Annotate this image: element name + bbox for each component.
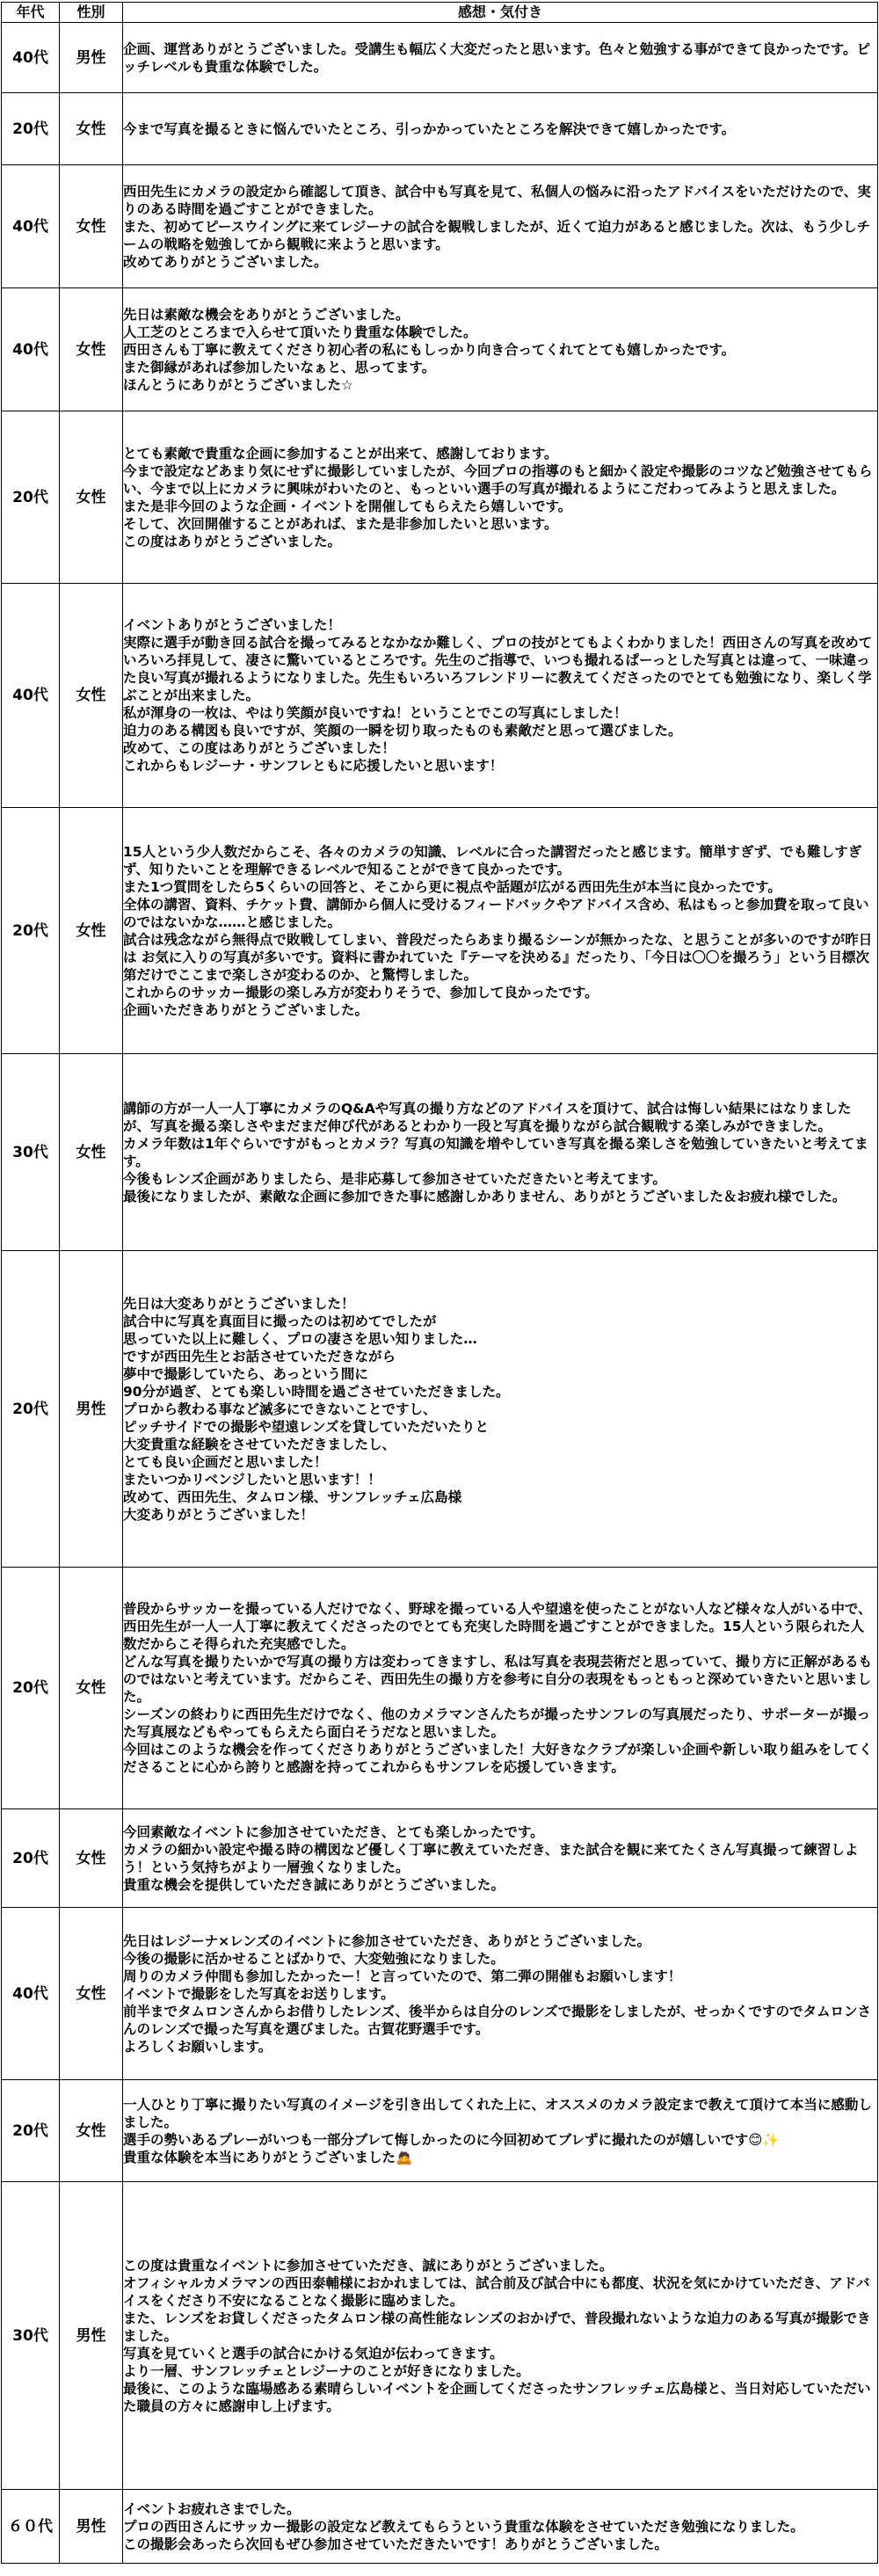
gender-cell: 女性 <box>60 165 123 288</box>
comment-cell <box>123 2182 878 2490</box>
gender-cell: 女性 <box>60 411 123 584</box>
comment-text: 先日はレジーナ×レンズのイベントに参加させていただき、ありがとうございました。 今後の撮影に活かせることばかりで、大変勉強になりました。 周りのカメラ仲間も参加したかったー！と言っていたので、第二弾の開催もお願いします！ イベントで撮影をした写真をお送りします。 前半までタムロンさんからお借りしたレンズ、後半からは自分のレンズで撮影をしましたが、せっかくですのでタムロンさんのレンズで撮った写真を選びました。古賀花野選手です。 よろしくお願いします。 <box>123 1932 871 2055</box>
comment-cell <box>123 2490 878 2564</box>
gender-cell: 男性 <box>60 2182 123 2490</box>
comment-cell <box>123 411 878 584</box>
age-cell: 40代 <box>2 165 60 288</box>
age-cell: 30代 <box>2 2182 60 2490</box>
comment-text: 普段からサッカーを撮っている人だけでなく、野球を撮っている人や望遠を使ったことがない人など様々な人がいる中で、西田先生が一人一人丁寧に教えてくださったのでとても充実した時間を過ごすことができました。15人という限られた人数だからこそ得られた充実感でした。 どんな写真を撮りたいかで写真の撮り方は変わってきますし、私は写真を表現芸術だと思っていて、撮り方に正解があるものではないと考えています。だからこそ、西田先生の撮り方を参考に自分の表現をもっともっと深めていきたいと思いました。 シーズンの終わりに西田先生だけでなく、他のカメラマンさんたちが撮ったサンフレの写真展だったり、サポーターが撮った写真展などもやってもらえたら面白そうだなと思いました。 今回はこのような機会を作ってくださりありがとうございました！大好きなクラブが楽しい企画や新しい取り組みをしてくださることに心から誇りと感謝を持ってこれからもサンフレを応援していきます。 <box>123 1601 873 1775</box>
gender-cell: 女性 <box>60 1054 123 1251</box>
table-row <box>2 23 878 93</box>
comment-cell <box>123 288 878 411</box>
header-age: 年代 <box>2 3 60 23</box>
comment-text: 講師の方が一人一人丁寧にカメラのQ&Aや写真の撮り方などのアドバイスを頂けて、試合は悔しい結果にはなりましたが、写真を撮る楽しさやまだまだ伸び代があるとわかり一段と写真を撮りながら試合観戦する楽しみができました。 カメラ年数は1年ぐらいですがもっとカメラ？写真の知識を増やしていき写真を撮る楽しさを勉強していきたいと考えてます。 今後もレンズ企画がありましたら、是非応募して参加させていただきたいと考えてます。 最後になりましたが、素敵な企画に参加できた事に感謝しかありません、ありがとうございました＆お疲れ様でした。 <box>123 1100 868 1204</box>
table-row <box>2 584 878 808</box>
table-row <box>2 1054 878 1251</box>
comment-cell <box>123 1054 878 1251</box>
gender-cell: 女性 <box>60 808 123 1054</box>
age-cell: 20代 <box>2 93 60 165</box>
comment-text: 企画、運営ありがとうございました。受講生も幅広く大変だったと思います。色々と勉強する事ができて良かったです。ピッチレベルも貴重な体験でした。 <box>123 40 871 75</box>
age-cell: 20代 <box>2 411 60 584</box>
comment-cell <box>123 584 878 808</box>
comment-text: とても素敵で貴重な企画に参加することが出来て、感謝しております。 今まで設定などあまり気にせずに撮影していましたが、今回プロの指導のもと細かく設定や撮影のコツなど勉強させてもらい、今まで以上にカメラに興味がわいたのと、もっといい選手の写真が撮れるようにこだわってみようと思えました。 また是非今回のような企画・イベントを開催してもらえたら嬉しいです。 そして、次回開催することがあれば、また是非参加したいと思います。 この度はありがとうございました。 <box>123 445 873 549</box>
gender-cell: 女性 <box>60 93 123 165</box>
comment-cell <box>123 1809 878 1908</box>
comment-cell <box>123 2080 878 2182</box>
age-cell: 30代 <box>2 1054 60 1251</box>
comment-cell <box>123 165 878 288</box>
table-row <box>2 2182 878 2490</box>
header-row <box>2 3 878 23</box>
gender-cell: 男性 <box>60 23 123 93</box>
header-comment: 感想・気付き <box>123 3 878 23</box>
comment-cell <box>123 1251 878 1568</box>
comment-text: イベントありがとうございました！ 実際に選手が動き回る試合を撮ってみるとなかなか難しく、プロの技がとてもよくわかりました！西田さんの写真を改めていろいろ拝見して、凄さに驚いているところです。先生のご指導で、いつも撮れるぱーっとした写真とは違って、一味違った良い写真が撮れるようになりました。先生もいろいろフレンドリーに教えてくださったのでとても勉強になり、楽しく学ぶことが出来ました。 私が渾身の一枚は、やはり笑顔が良いですね！ということでこの写真にしました！ 迫力のある構図も良いですが、笑顔の一瞬を切り取ったものも素敵だと思って選びました。 改めて、この度はありがとうございました！ これからもレジーナ・サンフレともに応援したいと思います！ <box>123 617 873 774</box>
comment-cell <box>123 1568 878 1809</box>
gender-cell: 女性 <box>60 1908 123 2080</box>
age-cell: 40代 <box>2 584 60 808</box>
age-cell: 20代 <box>2 808 60 1054</box>
comment-text: 15人という少人数だからこそ、各々のカメラの知識、レベルに合った講習だったと感じます。簡単すぎず、でも難しすぎず、知りたいことを理解できるレベルで知ることができて良かったです。 また1つ質問をしたら5くらいの回答と、そこから更に視点や話題が広がる西田先生が本当に良かったです。 全体の講習、資料、チケット費、講師から個人に受けるフィードバックやアドバイス含め、私はもっと参加費を取って良いのではないかな……と感じました。 試合は残念ながら無得点で敗戦してしまい、普段だったらあまり撮るシーンが無かったな、と思うことが多いのですが昨日は お気に入りの写真が多いです。資料に書かれていた『テーマを決める』だったり、「今日は〇〇を撮ろう」という目標次第だけでここまで楽しさが変わるのか、と驚愕しました。 これからのサッカー撮影の楽しみ方が変わりそうで、参加して良かったです。 企画いただきありがとうございました。 <box>123 843 873 1018</box>
gender-cell: 女性 <box>60 1568 123 1809</box>
age-cell: 20代 <box>2 1568 60 1809</box>
comment-cell <box>123 23 878 93</box>
comment-cell <box>123 808 878 1054</box>
age-cell: ６０代 <box>2 2490 60 2564</box>
comment-text: 先日は素敵な機会をありがとうございました。 人工芝のところまで入らせて頂いたり貴重な体験でした。 西田さんも丁寧に教えてくださり初心者の私にもしっかり向き合ってくれてとても嬉しかったです。 また御縁があれば参加したいなぁと、思ってます。 ほんとうにありがとうございました☆ <box>123 306 736 393</box>
age-cell: 20代 <box>2 1809 60 1908</box>
table-row <box>2 1908 878 2080</box>
table-row <box>2 2080 878 2182</box>
gender-cell: 女性 <box>60 1809 123 1908</box>
table-row <box>2 1809 878 1908</box>
comment-text: 今まで写真を撮るときに悩んでいたところ、引っかかっていたところを解決できて嬉しかったです。 <box>123 120 736 137</box>
gender-cell: 女性 <box>60 288 123 411</box>
comment-text: 先日は大変ありがとうございました！ 試合中に写真を真面目に撮ったのは初めてでしたが 思っていた以上に難しく、プロの凄さを思い知りました… ですが西田先生とお話させていただきながら 夢中で撮影していたら、あっという間に 90分が過ぎ、とても楽しい時間を過ごさせていただきました。 プロから教わる事など滅多にできないことですし、 ピッチサイドでの撮影や望遠レンズを貸していただいたりと 大変貴重な経験をさせていただきましたし、 とても良い企画だと思いました！ またいつかリベンジしたいと思います！！ 改めて、西田先生、タムロン様、サンフレッチェ広島様 大変ありがとうございました！ <box>123 1295 510 1523</box>
gender-cell: 女性 <box>60 584 123 808</box>
age-cell: 20代 <box>2 1251 60 1568</box>
gender-cell: 男性 <box>60 1251 123 1568</box>
comment-text: イベントお疲れさまでした。 プロの西田さんにサッカー撮影の設定など教えてもらうという貴重な体験をさせていただき勉強になりました。 この撮影会あったら次回もぜひ参加させていただきたいです！ありがとうございました。 <box>123 2500 804 2552</box>
table-row <box>2 411 878 584</box>
comment-cell <box>123 93 878 165</box>
table-row <box>2 808 878 1054</box>
header-gender: 性別 <box>60 3 123 23</box>
comment-text: この度は貴重なイベントに参加させていただき、誠にありがとうございました。 オフィシャルカメラマンの西田泰輔様におかれましては、試合前及び試合中にも都度、状況を気にかけていただき、アドバイスをくださり不安になることなく撮影に臨めました。 また、レンズをお貸しくださったタムロン様の高性能なレンズのおかげで、普段撮れないような迫力のある写真が撮影できました。 写真を見ていくと選手の試合にかける気迫が伝わってきます。 より一層、サンフレッチェとレジーナのことが好きになりました。 最後に、このような臨場感ある素晴らしいイベントを企画してくださったサンフレッチェ広島様と、当日対応していただいた職員の方々に感謝申し上げます。 <box>123 2257 871 2414</box>
comment-cell <box>123 1908 878 2080</box>
survey-table <box>1 2 878 2564</box>
table-row <box>2 1568 878 1809</box>
table-row <box>2 2490 878 2564</box>
comment-text: 今回素敵なイベントに参加させていただき、とても楽しかったです。 カメラの細かい設定や撮る時の構図など優しく丁寧に教えていただき、また試合を観に来てたくさん写真撮って練習しよう！という気持ちがより一層強くなりました。 貴重な機会を提供していただき誠にありがとうございました。 <box>123 1823 859 1893</box>
age-cell: 40代 <box>2 288 60 411</box>
table-row <box>2 165 878 288</box>
age-cell: 40代 <box>2 1908 60 2080</box>
table-row <box>2 93 878 165</box>
table-row <box>2 288 878 411</box>
comment-text: 西田先生にカメラの設定から確認して頂き、試合中も写真を見て、私個人の悩みに沿ったアドバイスをいただけたので、実りのある時間を過ごすことができました。 また、初めてピースウイングに来てレジーナの試合を観戦しましたが、近くて迫力があると感じました。次は、もう少しチームの戦略を勉強してから観戦に来ようと思います。 改めてありがとうございました。 <box>123 183 871 270</box>
comment-text: 一人ひとり丁寧に撮りたい写真のイメージを引き出してくれた上に、オススメのカメラ設定まで教えて頂けて本当に感動しました。 選手の勢いあるプレーがいつも一部分ブレて悔しかったのに今回初めてブレずに撮れたのが嬉しいです😊✨ 貴重な体験を本当にありがとうございました🙇 <box>123 2096 872 2165</box>
gender-cell: 男性 <box>60 2490 123 2564</box>
table-row <box>2 1251 878 1568</box>
age-cell: 20代 <box>2 2080 60 2182</box>
gender-cell: 女性 <box>60 2080 123 2182</box>
age-cell: 40代 <box>2 23 60 93</box>
